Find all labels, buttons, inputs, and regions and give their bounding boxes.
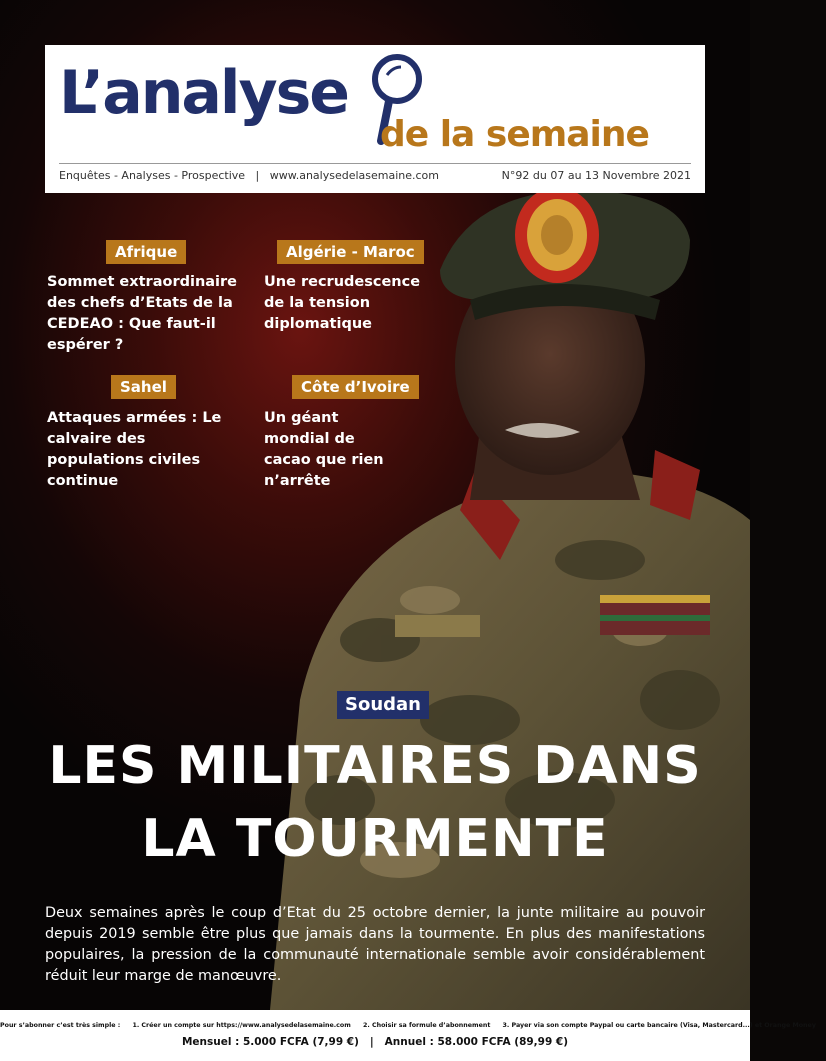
subscription-step-1[interactable]: 1. Créer un compte sur https://www.analysedelasemaine.com (132, 1022, 351, 1029)
cover-headline-line1: LES MILITAIRES DANS (48, 736, 702, 796)
subscription-intro: Pour s’abonner c’est très simple : (0, 1022, 121, 1029)
teaser-text-cote-divoire[interactable]: Un géant mondial de cacao que rien n’arrête (264, 410, 384, 489)
teaser-text-sahel[interactable]: Attaques armées : Le calvaire des populations civiles continue (47, 410, 222, 489)
masthead (45, 45, 705, 193)
cover-headline-line2: LA TOURMENTE (141, 809, 609, 869)
teaser-category-afrique: Afrique (106, 240, 186, 264)
teaser-category-algerie-maroc: Algérie - Maroc (277, 240, 424, 264)
cover-kicker: Soudan (337, 691, 429, 719)
cover-lede: Deux semaines après le coup d’Etat du 25 octobre dernier, la junte militaire au pouvoir depuis 2019 semble être plus que jamais dans la tourmente. En plus des manifestations populaires, la pression de la communauté internationale semble avoir considérablement réduit leur marge de manœuvre. (45, 905, 705, 984)
teaser-category-cote-divoire: Côte d’Ivoire (292, 375, 419, 399)
subscription-step-3: 3. Payer via son compte Paypal ou carte bancaire (Visa, Mastercard...) et Orange Money (502, 1022, 816, 1029)
teaser-text-algerie-maroc[interactable]: Une recrudescence de la tension diplomatique (264, 274, 421, 332)
subscription-footer (0, 1010, 816, 1061)
masthead-title: L’analyse (59, 58, 349, 128)
masthead-subtitle: de la semaine (380, 114, 649, 155)
subscription-prices: Mensuel : 5.000 FCFA (7,99 €) | Annuel : 58.000 FCFA (89,99 €) (181, 1036, 569, 1048)
teaser-category-sahel: Sahel (111, 375, 176, 399)
masthead-tagline: Enquêtes - Analyses - Prospective | www.analysedelasemaine.com (59, 169, 440, 182)
subscription-steps (0, 1022, 816, 1029)
teaser-text-afrique[interactable]: Sommet extraordinaire des chefs d’Etats de la CEDEAO : Que faut-il espérer ? (47, 274, 238, 353)
subscription-step-2: 2. Choisir sa formule d’abonnement (363, 1022, 491, 1029)
masthead-divider (59, 163, 691, 164)
issue-number: N°92 du 07 au 13 Novembre 2021 (501, 169, 691, 182)
